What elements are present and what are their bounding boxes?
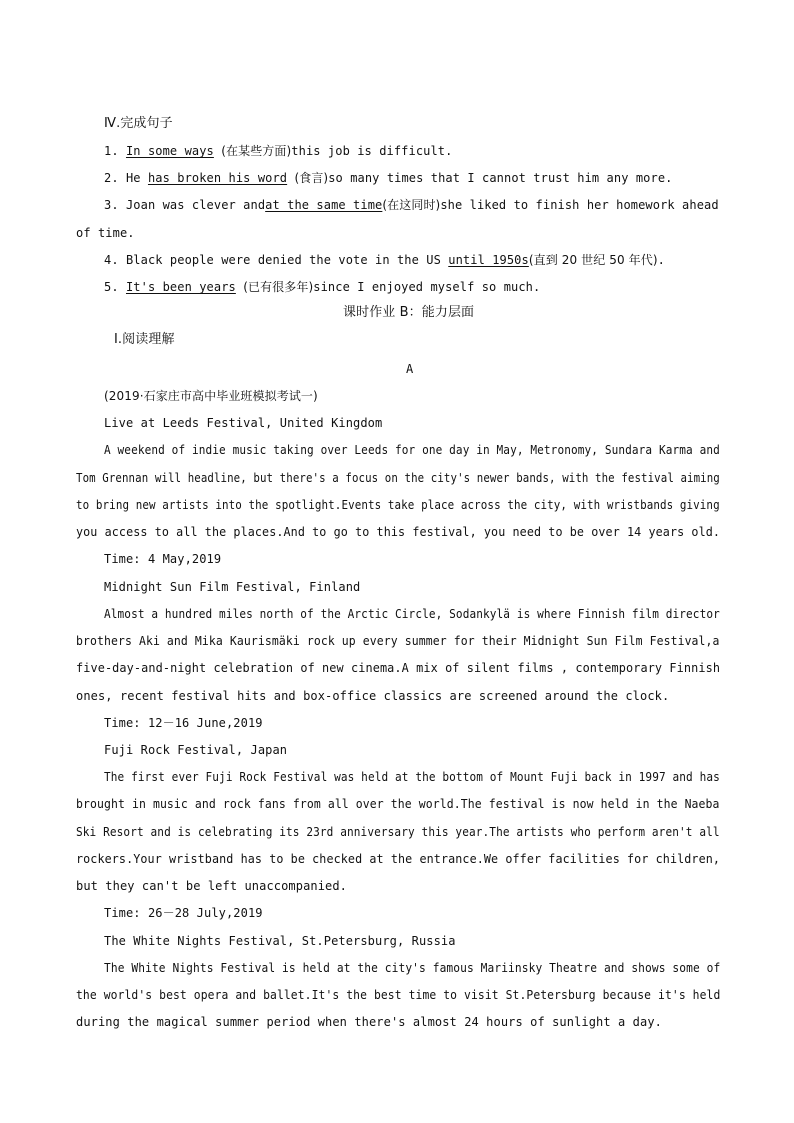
sentence-2-answer: has broken his word: [147, 171, 288, 185]
sentence-3-hint: (在这同时): [382, 198, 441, 212]
festival-2-line-4: ones, recent festival hits and box-office classics are screened around the clock.: [76, 689, 670, 703]
festival-3-title: Fuji Rock Festival, Japan: [104, 743, 288, 757]
sentence-4-rest: .: [657, 253, 665, 267]
sentence-2-prefix: 2. He: [104, 171, 141, 185]
festival-4-line-1: The White Nights Festival is held at the city's famous Mariinsky Theatre and shows some of: [104, 961, 721, 975]
sentence-5-hint: (已有很多年): [243, 280, 314, 294]
festival-3-line-4: rockers.Your wristband has to be checked at the entrance.We offer facilities for children,: [76, 852, 721, 866]
festival-2-line-2: brothers Aki and Mika Kaurismäki rock up every summer for their Midnight Sun Film Festival,a: [76, 634, 720, 648]
section-1-heading: Ⅰ.阅读理解: [114, 332, 175, 347]
homework-b-title: 课时作业 B：能力层面: [343, 305, 475, 320]
sentence-1: [104, 143, 452, 159]
sentence-5-answer: It's been years: [125, 280, 236, 294]
festival-2-time: Time: 12－16 June,2019: [104, 716, 263, 730]
sentence-4-answer: until 1950s: [448, 253, 529, 267]
festival-1-line-2: Tom Grennan will headline, but there's a focus on the city's newer bands, with the festival aiming: [76, 471, 720, 485]
sentence-3-prefix: 3. Joan was clever and: [104, 198, 266, 212]
section-4-heading: Ⅳ.完成句子: [104, 116, 173, 131]
sentence-4-hint: (直到 20 世纪 50 年代): [528, 253, 658, 267]
sentence-2: [104, 170, 672, 186]
sentence-5-number: 5.: [104, 280, 119, 294]
festival-1-time: Time: 4 May,2019: [104, 552, 222, 566]
festival-4-line-3: during the magical summer period when there's almost 24 hours of sunlight a day.: [76, 1015, 662, 1029]
festival-2-line-3: five-day-and-night celebration of new cinema.A mix of silent films , contemporary Finnish: [76, 661, 721, 675]
sentence-3-continuation: of time.: [76, 226, 135, 240]
sentence-1-answer: In some ways: [125, 144, 214, 158]
sentence-1-hint: (在某些方面): [221, 144, 292, 158]
sentence-5-rest: since I enjoyed myself so much.: [313, 280, 541, 294]
sentence-3-answer: at the same time: [265, 198, 383, 212]
festival-4-line-2: the world's best opera and ballet.It's the best time to visit St.Petersburg because it's held: [76, 988, 721, 1002]
festival-2-line-1: Almost a hundred miles north of the Arctic Circle, Sodankylä is where Finnish film director: [104, 607, 720, 621]
sentence-5: [104, 279, 540, 295]
sentence-1-rest: this job is difficult.: [291, 144, 453, 158]
part-label: A: [406, 362, 414, 376]
festival-3-line-5: but they can't be left unaccompanied.: [76, 879, 348, 893]
sentence-3-rest: she liked to finish her homework ahead: [440, 198, 719, 212]
sentence-2-hint: (食言): [294, 171, 329, 185]
festival-2-title: Midnight Sun Film Festival, Finland: [104, 580, 361, 594]
festival-4-title: The White Nights Festival, St.Petersburg, Russia: [104, 934, 456, 948]
festival-1-title: Live at Leeds Festival, United Kingdom: [104, 416, 383, 430]
festival-3-line-3: Ski Resort and is celebrating its 23rd anniversary this year.The artists who perform aren't all: [76, 825, 720, 839]
sentence-3: [104, 197, 718, 213]
sentence-2-rest: so many times that I cannot trust him any more.: [328, 171, 673, 185]
festival-1-line-3: to bring new artists into the spotlight.Events take place across the city, with wristbands giving: [76, 498, 720, 512]
festival-3-line-1: The first ever Fuji Rock Festival was held at the bottom of Mount Fuji back in 1997 and has: [104, 770, 720, 784]
festival-1-line-1: A weekend of indie music taking over Leeds for one day in May, Metronomy, Sundara Karma and: [104, 443, 720, 457]
festival-1-line-4: you access to all the places.And to go to this festival, you need to be over 14 years old.: [76, 525, 721, 539]
festival-3-line-2: brought in music and rock fans from all over the world.The festival is now held in the Naeba: [76, 797, 720, 811]
sentence-4-prefix: 4. Black people were denied the vote in the US: [104, 253, 441, 267]
sentence-1-number: 1.: [104, 144, 119, 158]
festival-3-time: Time: 26－28 July,2019: [104, 906, 263, 920]
sentence-4: [104, 252, 665, 268]
exam-source: (2019·石家庄市高中毕业班模拟考试一): [104, 389, 318, 403]
